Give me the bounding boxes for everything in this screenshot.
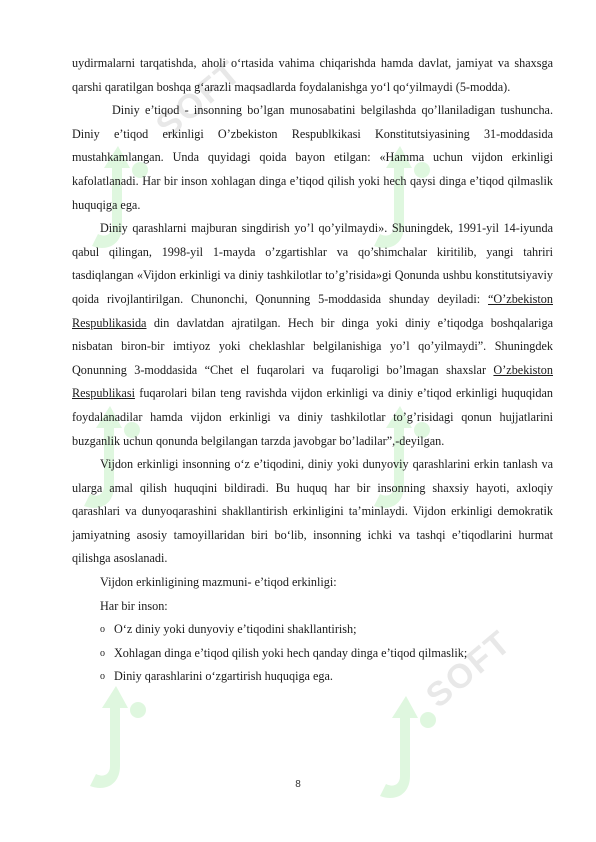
watermark-logo-bottom-right — [366, 690, 446, 810]
paragraph-vijdon-erkinligi: Vijdon erkinligi insonning o‘z e’tiqodini, diniy yoki dunyoviy qarashlarini erkin tanlash va ularga amal qilish huquqini bildiradi. Bu huquq har bir insonning shaxsiy hayoti, axloqiy qarashlari va dunyoqarashini shakllantirish erkinligini ta’minlaydi. Vijdon erkinligi demokratik jamiyatning asosiy tamoyillaridan biri bo‘lib, insonning ichki va tashqi e’tiqodlarini hurmat qilishga asoslanadi. — [72, 457, 553, 566]
underlined-reference-respublikasida: “O’zbekiston Respublikasida — [72, 291, 553, 330]
paragraph-text-part: din davlatdan ajratilgan. Hech bir dinga yoki diniy e’tiqodga boshqalariga nisbatan biron-bir imtiyoz yoki cheklashlar belgilanishiga yo’l qo’yilmaydi”. Shuningdek Qonunning 3-moddasida “Chet el fuqarolari va fuqaroligi bo’lmagan shaxslar — [72, 315, 553, 377]
list-item — [72, 642, 553, 666]
bullet-marker: o — [100, 624, 105, 636]
paragraph-diniy-qarashlar — [72, 217, 553, 453]
list-item — [72, 618, 553, 642]
paragraph-text-part: fuqarolari bilan teng ravishda vijdon erkinligi va diniy e’tiqod erkinligi huquqidan foydalanadilar hamda vijdon erkinligi va diniy tashkilotlar to’g’risidagi qonun hujjatlarini buzganlik uchun qonunda belgilangan tarzda javobgar bo’ladilar”,-deyilgan. — [72, 386, 553, 448]
paragraph-har-bir-inson: Har bir inson: — [100, 598, 168, 613]
paragraph-diniy-etiqod: Diniy e’tiqod - insonning bo’lgan munosabatini belgilashda qo’llaniladigan tushuncha. Diniy e’tiqod erkinligi O’zbekiston Respublkikasi Konstitutsiyasining 31-moddasida mustahkamlangan. Unda quyidagi qoida bayon etilgan: «Hamma uchun vijdon erkinligi kafolatlanadi. Har bir inson xohlagan dinga e’tiqod qilish yoki hech qaysi dinga e’tiqod qilmaslik huquqiga ega. — [72, 103, 553, 212]
paragraph-text-part: Diniy qarashlarni majburan singdirish yo’l qo’yilmaydi». Shuningdek, 1991-yil 14-iyunda qabul qilingan, 1998-yil 1-mayda o’zgartishlar va qo’shimchalar kiritilib, yangi tahriri tasdiqlangan «Vijdon erkinligi va diniy tashkilotlar to’g’risida»gi Qonunda ushbu konstitutsiyaviy qoida rivojlantirilgan. Chunonchi, Qonunning 5-moddasida shunday deyiladi: — [72, 221, 553, 306]
watermark-text-top: SOFT — [149, 52, 250, 146]
bullet-marker: o — [100, 671, 105, 683]
paragraph-mazmuni: Vijdon erkinligining mazmuni- e’tiqod erkinligi: — [100, 575, 337, 590]
underlined-reference-respublikasi: O’zbekiston Respublikasi — [72, 362, 553, 401]
page-number: 8 — [295, 779, 301, 790]
bullet-marker: o — [100, 647, 105, 659]
list-item — [72, 665, 553, 689]
list-item-text: Xohlagan dinga e’tiqod qilish yoki hech qanday dinga e’tiqod qilmaslik; — [114, 645, 468, 660]
rights-list — [72, 618, 553, 689]
list-item-text: O‘z diniy yoki dunyoviy e’tiqodini shakllantirish; — [114, 622, 357, 637]
list-item-text: Diniy qarashlarini o‘zgartirish huquqiga ega. — [114, 669, 333, 684]
document-body — [72, 52, 553, 689]
watermark-text-bottom: SOFT — [419, 622, 520, 716]
paragraph-continuation: uydirmalarni tarqatishda, aholi o‘rtasida vahima chiqarishda hamda davlat, jamiyat va shaxsga qarshi qaratilgan boshqa g‘arazli maqsadlarda foydalanishga yo‘l qo‘yilmaydi (5-modda). — [72, 56, 553, 94]
